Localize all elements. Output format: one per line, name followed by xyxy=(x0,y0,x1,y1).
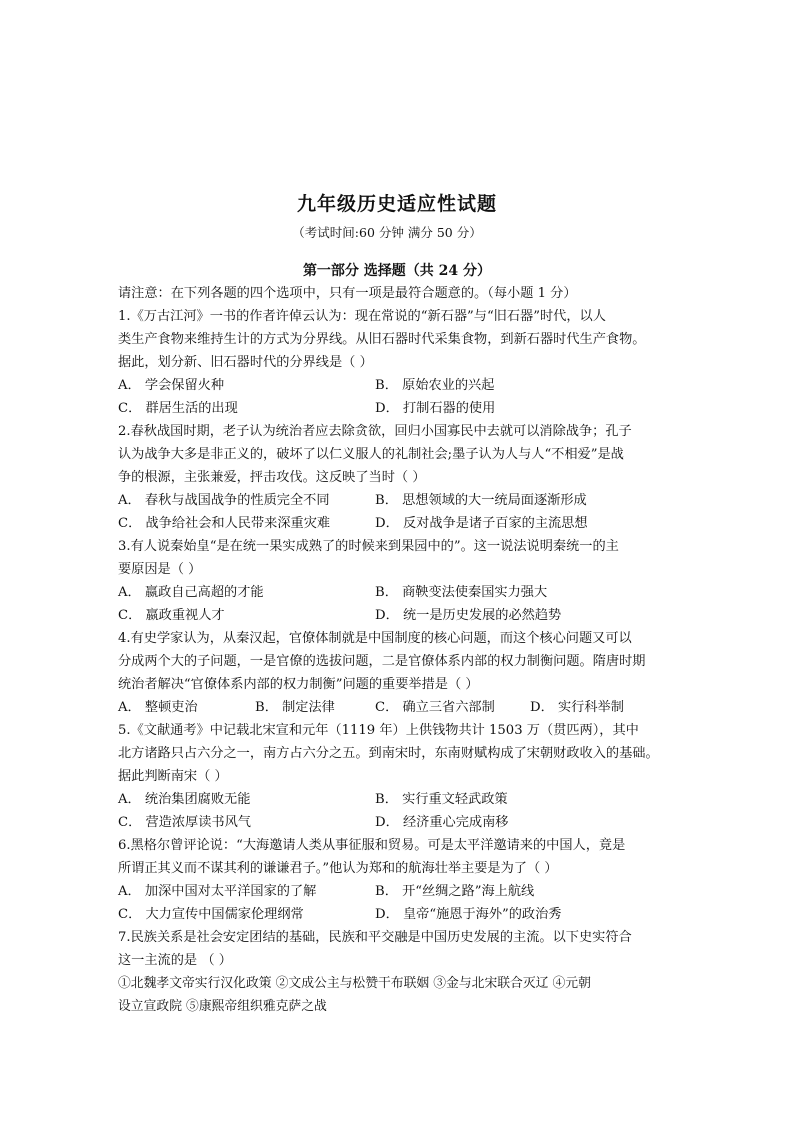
question-5 xyxy=(118,719,688,834)
option-d: D． 打制石器的使用 xyxy=(375,401,496,416)
question-text: 分成两个大的子问题，一是官僚的选拔问题，二是官僚体系内部的权力制衡问题。隋唐时期 xyxy=(118,654,646,669)
exam-info: （考试时间:60 分钟 满分 50 分） xyxy=(292,225,482,240)
option-c: C． 战争给社会和人民带来深重灾难 xyxy=(118,516,331,531)
question-text: 统治者解决“官僚体系内部的权力制衡”问题的重要举措是（ ） xyxy=(118,677,479,692)
option-row xyxy=(118,512,688,535)
option-row xyxy=(118,880,688,903)
option-c: C． 嬴政重视人才 xyxy=(118,608,225,623)
option-row xyxy=(118,374,688,397)
option-a: A． 统治集团腐败无能 xyxy=(118,792,251,807)
question-text: 争的根源，主张兼爱，抨击攻伐。这反映了当时（ ） xyxy=(118,470,426,485)
option-row xyxy=(118,811,688,834)
option-row xyxy=(118,788,688,811)
question-6 xyxy=(118,834,688,926)
option-d: D． 反对战争是诸子百家的主流思想 xyxy=(375,516,588,531)
question-text: 据此判断南宋（ ） xyxy=(118,769,228,784)
option-c: C． 大力宣传中国儒家伦理纲常 xyxy=(118,907,304,922)
option-row xyxy=(118,604,688,627)
option-row xyxy=(118,489,688,512)
option-a: A． 整顿吏治 xyxy=(118,700,198,715)
question-7 xyxy=(118,926,688,1018)
option-a: A． 学会保留火种 xyxy=(118,378,225,393)
option-d: D． 统一是历史发展的必然趋势 xyxy=(375,608,562,623)
question-text: 北方诸路只占六分之一，南方占六分之五。到南宋时，东南财赋构成了宋朝财政收入的基础。 xyxy=(118,746,659,761)
question-body xyxy=(118,282,688,1018)
question-items: ①北魏孝文帝实行汉化政策 ②文成公主与松赞干布联姻 ③金与北宋联合灭辽 ④元朝 xyxy=(118,976,591,991)
option-a: A． 加深中国对太平洋国家的了解 xyxy=(118,884,317,899)
question-text: 类生产食物来维持生计的方式为分界线。从旧石器时代采集食物，到新石器时代生产食物。 xyxy=(118,332,646,347)
option-b: B． 思想领域的大一统局面逐渐形成 xyxy=(375,493,587,508)
option-b: B． 实行重文轻武政策 xyxy=(375,792,508,807)
question-2 xyxy=(118,420,688,535)
option-c: C． 群居生活的出现 xyxy=(118,401,238,416)
question-text: 2.春秋战国时期，老子认为统治者应去除贪欲，回归小国寡民中去就可以消除战争；孔子 xyxy=(118,424,632,439)
option-c: C． 营造浓厚读书风气 xyxy=(118,815,251,830)
question-text: 认为战争大多是非正义的，破坏了以仁义服人的礼制社会;墨子认为人与人“不相爱”是战 xyxy=(118,447,624,462)
option-d: D． 经济重心完成南移 xyxy=(375,815,509,830)
question-text: 7.民族关系是社会安定团结的基础，民族和平交融是中国历史发展的主流。以下史实符合 xyxy=(118,930,632,945)
option-row xyxy=(118,696,688,719)
question-1 xyxy=(118,305,688,420)
option-b: B． 商鞅变法使秦国实力强大 xyxy=(375,585,548,600)
section-heading: 第一部分 选择题（共 24 分） xyxy=(302,263,492,279)
option-d: D． 实行科举制 xyxy=(530,700,624,715)
question-text: 要原因是（ ） xyxy=(118,562,202,577)
option-row xyxy=(118,903,688,926)
option-b: B． 原始农业的兴起 xyxy=(375,378,495,393)
option-b: B． 开“丝绸之路”海上航线 xyxy=(375,884,535,899)
option-a: A． 嬴政自己高超的才能 xyxy=(118,585,264,600)
option-b: B． 制定法律 xyxy=(255,700,335,715)
question-text: 3.有人说秦始皇“是在统一果实成熟了的时候来到果园中的”。这一说法说明秦统一的主 xyxy=(118,539,619,554)
question-text: 这一主流的是 （ ） xyxy=(118,953,232,968)
page-title: 九年级历史适应性试题 xyxy=(296,193,497,215)
option-d: D． 皇帝“施恩于海外”的政治秀 xyxy=(375,907,562,922)
question-text: 1.《万古江河》一书的作者许倬云认为：现在常说的“新石器”与“旧石器”时代，以人 xyxy=(118,309,606,324)
question-text: 所谓正其义而不谋其利的谦谦君子。”他认为郑和的航海壮举主要是为了（ ） xyxy=(118,861,558,876)
question-text: 5.《文献通考》中记载北宋宣和元年（1119 年）上供钱物共计 1503 万（贯匹两），其中 xyxy=(118,723,639,738)
option-a: A． 春秋与战国战争的性质完全不同 xyxy=(118,493,330,508)
option-row xyxy=(118,397,688,420)
question-3 xyxy=(118,535,688,627)
question-text: 据此，划分新、旧石器时代的分界线是（ ） xyxy=(118,355,373,370)
question-text: 6.黑格尔曾评论说：“大海邀请人类从事征服和贸易。可是太平洋邀请来的中国人，竟是 xyxy=(118,838,626,853)
option-row xyxy=(118,581,688,604)
instructions: 请注意：在下列各题的四个选项中，只有一项是最符合题意的。（每小题 1 分） xyxy=(118,286,577,301)
option-c: C． 确立三省六部制 xyxy=(375,700,495,715)
question-items: 设立宣政院 ⑤康熙帝组织雅克萨之战 xyxy=(118,999,327,1014)
question-4 xyxy=(118,627,688,719)
question-text: 4.有史学家认为，从秦汉起，官僚体制就是中国制度的核心问题，而这个核心问题又可以 xyxy=(118,631,632,646)
